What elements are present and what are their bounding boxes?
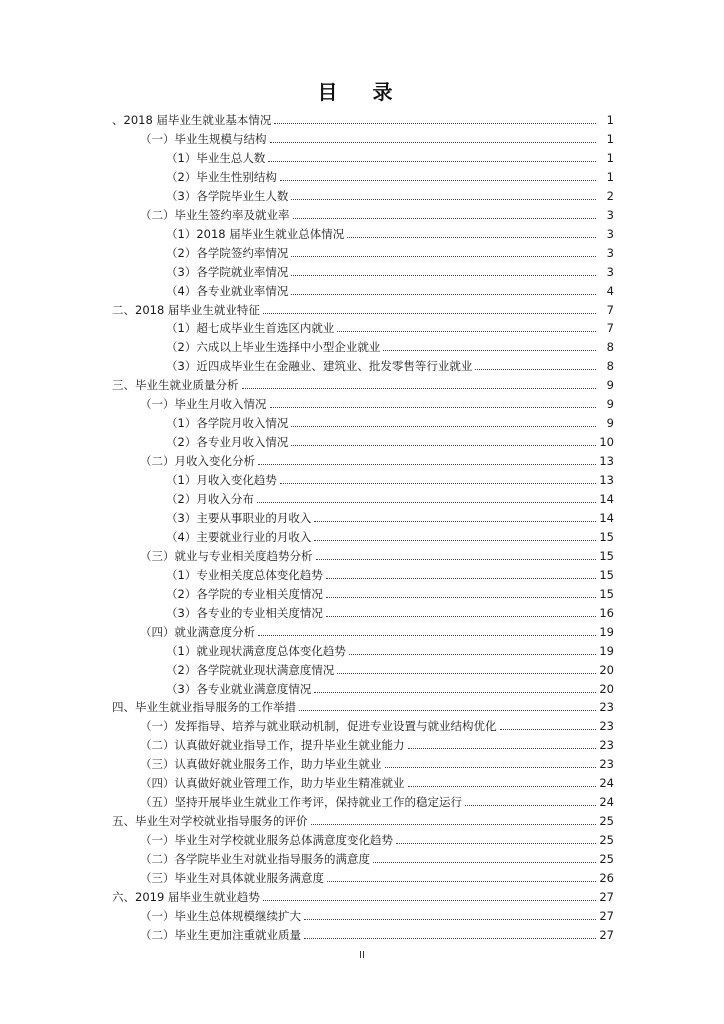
dot-leader — [263, 313, 596, 314]
toc-entry-label: （3）各专业的专业相关度情况 — [166, 605, 323, 620]
toc-entry-page-number: 15 — [599, 548, 614, 563]
toc-entry[interactable] — [166, 336, 614, 354]
toc-entry-label: （四）认真做好就业管理工作，助力毕业生精准就业 — [140, 776, 405, 791]
toc-entry-page-number: 3 — [606, 226, 614, 241]
toc-title: 目 录 — [317, 80, 407, 104]
dot-leader — [326, 616, 596, 617]
toc-entry-label: （1）专业相关度总体变化趋势 — [166, 567, 323, 582]
toc-entry-page-number: 19 — [599, 643, 614, 658]
toc-entry[interactable] — [140, 829, 614, 847]
toc-entry-page-number: 25 — [599, 833, 614, 848]
toc-entry[interactable] — [140, 204, 614, 222]
dot-leader — [291, 256, 596, 257]
toc-entry-page-number: 1 — [606, 113, 614, 127]
toc-entry-label: （二）毕业生签约率及就业率 — [140, 207, 290, 222]
toc-entry-label: （二）认真做好就业指导工作，提升毕业生就业能力 — [140, 738, 405, 753]
toc-entry-page-number: 13 — [599, 473, 614, 488]
toc-entry-page-number: 8 — [606, 340, 614, 355]
toc-entry-label: （1）各学院月收入情况 — [166, 416, 289, 431]
dot-leader — [500, 729, 597, 730]
dot-leader — [326, 597, 596, 598]
toc-entry-label: （一）毕业生对学校就业服务总体满意度变化趋势 — [140, 833, 393, 848]
toc-entry-label: （2）毕业生性别结构 — [166, 169, 277, 184]
dot-leader — [337, 331, 596, 332]
dot-leader — [257, 502, 596, 503]
toc-entry-page-number: 15 — [599, 529, 614, 544]
toc-entry[interactable] — [166, 583, 614, 601]
toc-entry-label: 、2018 届毕业生就业基本情况 — [112, 113, 272, 127]
toc-entry-page-number: 24 — [599, 795, 614, 810]
toc-entry-label: （1）就业现状满意度总体变化趋势 — [166, 643, 346, 658]
toc-entry[interactable] — [140, 791, 614, 809]
toc-entry[interactable] — [140, 450, 614, 468]
dot-leader — [270, 407, 597, 408]
toc-entry[interactable] — [140, 924, 614, 942]
dot-leader — [293, 218, 597, 219]
toc-entry-label: （二）月收入变化分析 — [140, 454, 255, 469]
toc-entry-page-number: 23 — [599, 738, 614, 753]
dot-leader — [314, 540, 596, 541]
toc-entry-page-number: 27 — [599, 908, 614, 923]
dot-leader — [274, 123, 596, 124]
dot-leader — [291, 199, 596, 200]
toc-entry[interactable] — [140, 545, 614, 563]
dot-leader — [349, 654, 596, 655]
toc-entry-label: （1）月收入变化趋势 — [166, 473, 277, 488]
toc-entry-label: （二）各学院毕业生对就业指导服务的满意度 — [140, 852, 370, 867]
toc-entry-label: 四、毕业生就业指导服务的工作举措 — [112, 700, 296, 715]
dot-leader — [326, 578, 596, 579]
dot-leader — [268, 161, 596, 162]
dot-leader — [270, 142, 597, 143]
toc-entry-label: （2）月收入分布 — [166, 492, 254, 506]
toc-entry-page-number: 14 — [599, 492, 614, 506]
dot-leader — [373, 862, 596, 863]
toc-entry-label: 三、毕业生就业质量分析 — [112, 378, 239, 393]
dot-leader — [385, 767, 597, 768]
toc-entry-label: （五）坚持开展毕业生就业工作考评，保持就业工作的稳定运行 — [140, 795, 462, 810]
toc-entry-label: （1）超七成毕业生首选区内就业 — [166, 321, 335, 336]
toc-entry[interactable] — [166, 488, 614, 506]
toc-entry[interactable] — [140, 128, 614, 146]
toc-entry-page-number: 7 — [606, 302, 614, 317]
toc-entry-page-number: 13 — [599, 454, 614, 469]
toc-entry-label: （2）各学院签约率情况 — [166, 245, 289, 260]
toc-entry-page-number: 7 — [606, 321, 614, 336]
toc-entry[interactable] — [112, 696, 614, 714]
dot-leader — [314, 692, 596, 693]
toc-entry-page-number: 25 — [599, 814, 614, 829]
toc-entry-page-number: 24 — [599, 776, 614, 791]
toc-entry-label: （一）毕业生月收入情况 — [140, 397, 267, 412]
toc-entry-label: （三）毕业生对具体就业服务满意度 — [140, 871, 324, 885]
toc-entry-label: （2）各专业月收入情况 — [166, 435, 289, 450]
toc-entry[interactable] — [140, 753, 614, 771]
dot-leader — [291, 426, 596, 427]
toc-entry-page-number: 3 — [606, 207, 614, 222]
toc-entry-label: （四）就业满意度分析 — [140, 624, 255, 639]
dot-leader — [263, 900, 596, 901]
toc-entry[interactable] — [140, 772, 614, 790]
dot-leader — [291, 294, 596, 295]
toc-entry-label: （3）近四成毕业生在金融业、建筑业、批发零售等行业就业 — [166, 359, 473, 374]
toc-entry-page-number: 9 — [606, 378, 614, 393]
toc-entry-label: 五、毕业生对学校就业指导服务的评价 — [112, 814, 308, 829]
toc-entry-page-number: 16 — [599, 605, 614, 620]
toc-entry-page-number: 27 — [599, 889, 614, 904]
toc-entry-page-number: 3 — [606, 264, 614, 279]
toc-entry-page-number: 4 — [606, 283, 614, 298]
dot-leader — [291, 445, 596, 446]
toc-entry-page-number: 23 — [599, 700, 614, 715]
toc-entry-page-number: 20 — [599, 662, 614, 677]
dot-leader — [299, 710, 596, 711]
toc-entry[interactable] — [166, 147, 614, 165]
toc-entry[interactable] — [166, 242, 614, 260]
toc-entry-label: （1）毕业生总人数 — [166, 150, 266, 165]
toc-entry-label: （三）就业与专业相关度趋势分析 — [140, 548, 313, 563]
toc-entry-page-number: 20 — [599, 681, 614, 696]
toc-entry[interactable] — [166, 185, 614, 203]
dot-leader — [465, 805, 596, 806]
dot-leader — [242, 388, 597, 389]
toc-entry[interactable] — [166, 412, 614, 430]
toc-entry[interactable] — [140, 867, 614, 885]
dot-leader — [337, 673, 596, 674]
toc-entry-page-number: 25 — [599, 852, 614, 867]
toc-entry[interactable] — [140, 905, 614, 923]
toc-entry-label: （3）各学院毕业生人数 — [166, 188, 289, 203]
toc-entry[interactable] — [166, 355, 614, 373]
toc-entry[interactable] — [166, 602, 614, 620]
dot-leader — [291, 275, 596, 276]
toc-entry-label: （一）毕业生规模与结构 — [140, 131, 267, 146]
toc-entry-label: （3）各专业就业满意度情况 — [166, 681, 312, 696]
toc-entry-page-number: 15 — [599, 567, 614, 582]
toc-entry[interactable] — [166, 223, 614, 241]
toc-entry-label: （一）毕业生总体规模继续扩大 — [140, 908, 301, 923]
toc-entry-label: （4）主要就业行业的月收入 — [166, 529, 312, 544]
dot-leader — [314, 521, 596, 522]
dot-leader — [304, 938, 596, 939]
toc-entry-label: 二、2018 届毕业生就业特征 — [112, 302, 260, 317]
toc-entry-page-number: 23 — [599, 719, 614, 734]
toc-entry-page-number: 1 — [606, 169, 614, 184]
toc-entry[interactable] — [166, 507, 614, 525]
dot-leader — [383, 350, 596, 351]
dot-leader — [304, 919, 596, 920]
toc-entry[interactable] — [166, 261, 614, 279]
toc-entry[interactable] — [166, 659, 614, 677]
toc-entry-page-number: 23 — [599, 757, 614, 772]
toc-entry[interactable] — [140, 621, 614, 639]
toc-entry-label: （2）各学院的专业相关度情况 — [166, 586, 323, 601]
toc-entry[interactable] — [166, 317, 614, 335]
toc-entry[interactable] — [166, 431, 614, 449]
dot-leader — [316, 559, 597, 560]
toc-entry[interactable] — [140, 715, 614, 733]
toc-entry-label: （二）毕业生更加注重就业质量 — [140, 927, 301, 942]
toc-entry[interactable] — [112, 810, 614, 828]
toc-entry[interactable] — [140, 734, 614, 752]
dot-leader — [396, 843, 596, 844]
toc-entry[interactable] — [166, 166, 614, 184]
toc-entry[interactable] — [112, 374, 614, 392]
toc-entry-page-number: 19 — [599, 624, 614, 639]
toc-entry[interactable] — [112, 299, 614, 317]
toc-entry-page-number: 27 — [599, 927, 614, 942]
toc-entry-page-number: 3 — [606, 245, 614, 260]
toc-entry-page-number: 1 — [606, 131, 614, 146]
toc-entry-page-number: 2 — [606, 188, 614, 203]
dot-leader — [311, 824, 597, 825]
toc-entry-label: （一）发挥指导、培养与就业联动机制，促进专业设置与就业结构优化 — [140, 719, 497, 734]
dot-leader — [258, 464, 596, 465]
toc-entry[interactable] — [112, 886, 614, 904]
dot-leader — [408, 786, 597, 787]
toc-entry-page-number: 8 — [606, 359, 614, 374]
toc-entry[interactable] — [166, 280, 614, 298]
toc-entry-label: （3）主要从事职业的月收入 — [166, 510, 312, 525]
toc-entry-label: （4）各专业就业率情况 — [166, 283, 289, 298]
dot-leader — [258, 635, 596, 636]
toc-entry-label: （1）2018 届毕业生就业总体情况 — [166, 226, 345, 241]
dot-leader — [347, 237, 596, 238]
toc-entry[interactable] — [166, 469, 614, 487]
toc-entry-page-number: 1 — [606, 150, 614, 165]
toc-entry-page-number: 9 — [606, 416, 614, 431]
toc-entry[interactable] — [166, 640, 614, 658]
toc-entry-page-number: 14 — [599, 510, 614, 525]
toc-entry[interactable] — [140, 848, 614, 866]
toc-entry[interactable] — [166, 678, 614, 696]
toc-entry-page-number: 26 — [599, 871, 614, 885]
toc-entry-page-number: 9 — [606, 397, 614, 412]
toc-entry[interactable] — [166, 526, 614, 544]
dot-leader — [475, 369, 596, 370]
toc-entry[interactable] — [140, 393, 614, 411]
dot-leader — [280, 483, 596, 484]
toc-entry-label: 六、2019 届毕业生就业趋势 — [112, 889, 260, 904]
toc-entry[interactable] — [112, 109, 614, 127]
dot-leader — [408, 748, 597, 749]
toc-entry[interactable] — [166, 564, 614, 582]
toc-entry-page-number: 10 — [599, 435, 614, 450]
dot-leader — [327, 881, 596, 882]
toc-entry-label: （2）各学院就业现状满意度情况 — [166, 662, 335, 677]
toc-entry-label: （3）各学院就业率情况 — [166, 264, 289, 279]
dot-leader — [280, 180, 596, 181]
toc-entry-label: （三）认真做好就业服务工作，助力毕业生就业 — [140, 757, 382, 772]
toc-entry-label: （2）六成以上毕业生选择中小型企业就业 — [166, 340, 381, 355]
toc-entry-page-number: 15 — [599, 586, 614, 601]
page-number: II — [359, 950, 365, 961]
